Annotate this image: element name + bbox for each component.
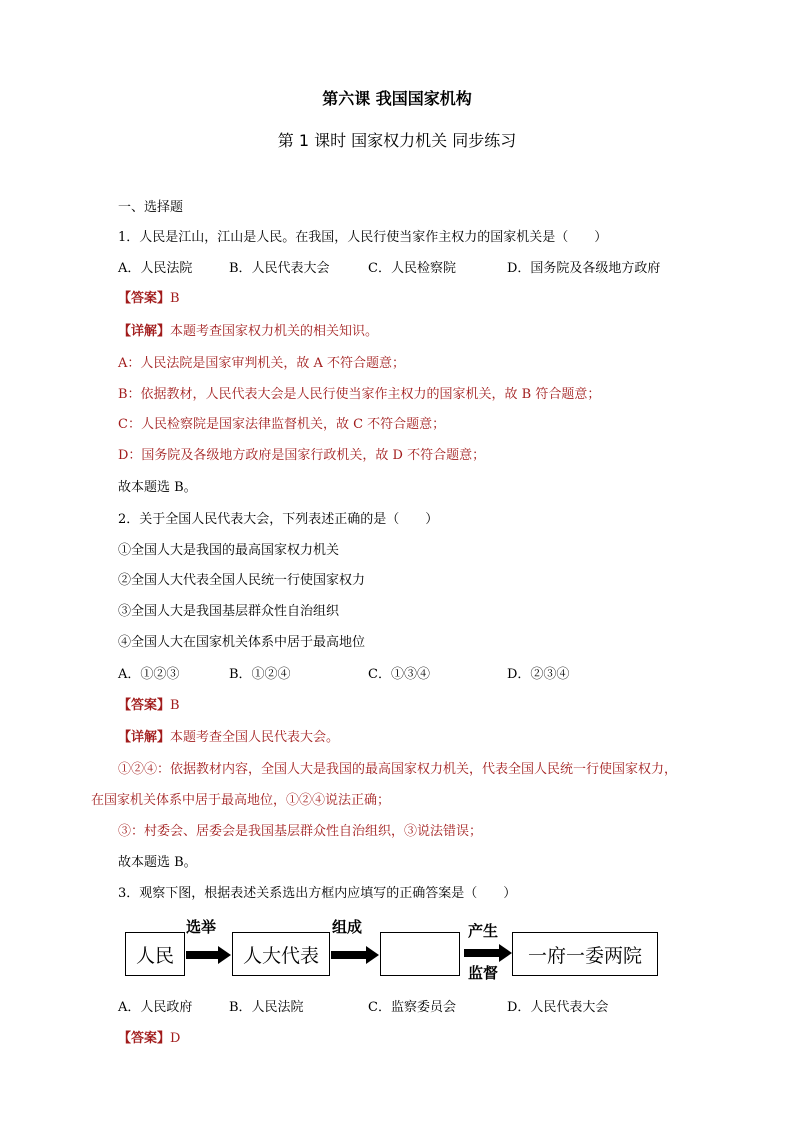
q1-analysis-d: D：国务院及各级地方政府是国家行政机关，故 D 不符合题意；: [118, 448, 486, 463]
q2-analysis-2: ③：村委会、居委会是我国基层群众性自治组织，③说法错误；: [118, 824, 483, 839]
answer-value: B: [170, 291, 180, 306]
q2-detail: [118, 729, 339, 747]
q3-stem: 3．观察下图，根据表述关系选出方框内应填写的正确答案是（ ）: [118, 886, 517, 901]
q3-answer: [118, 1030, 180, 1048]
answer-tag: 【答案】: [118, 291, 171, 306]
q2-analysis-1b: 在国家机关体系中居于最高地位，①②④说法正确；: [91, 793, 391, 808]
detail-text: 本题考查全国人民代表大会。: [170, 730, 340, 745]
q2-answer: [118, 697, 180, 715]
q2-statement-1: ①全国人大是我国的最高国家权力机关: [118, 543, 340, 558]
relationship-diagram: [122, 918, 662, 982]
q1-option-a: A．人民法院: [118, 261, 193, 276]
q3-option-c: C．监察委员会: [368, 1000, 456, 1015]
arrow-label-produce: 产生: [468, 922, 499, 940]
q2-statement-3: ③全国人大是我国基层群众性自治组织: [118, 604, 340, 619]
q2-conclusion: 故本题选 B。: [118, 855, 197, 870]
q2-option-c: C．①③④: [368, 667, 430, 682]
answer-value: D: [170, 1031, 181, 1046]
q1-analysis-b: B：依据教材，人民代表大会是人民行使当家作主权力的国家机关，故 B 符合题意；: [118, 387, 601, 402]
q1-detail: [118, 323, 378, 341]
answer-tag: 【答案】: [118, 1031, 171, 1046]
q1-stem: 1．人民是江山，江山是人民。在我国，人民行使当家作主权力的国家机关是（ ）: [118, 230, 608, 245]
q1-analysis-c: C：人民检察院是国家法律监督机关，故 C 不符合题意；: [118, 417, 446, 432]
q1-analysis-a: A：人民法院是国家审判机关，故 A 不符合题意；: [118, 356, 406, 371]
lesson-subtitle: 第 1 课时 国家权力机关 同步练习: [277, 131, 517, 150]
q1-answer: [118, 290, 180, 308]
box-blank: [380, 932, 460, 976]
arrow-right-icon: [331, 946, 379, 964]
arrow-right-icon: [464, 944, 512, 962]
arrow-label-supervise: 监督: [468, 964, 499, 982]
q1-option-c: C．人民检察院: [368, 261, 456, 276]
lesson-title: 第六课 我国国家机构: [322, 89, 472, 108]
arrow-right-icon: [186, 946, 231, 964]
q1-conclusion: 故本题选 B。: [118, 480, 197, 495]
q2-statement-2: ②全国人大代表全国人民统一行使国家权力: [118, 573, 366, 588]
detail-text: 本题考查国家权力机关的相关知识。: [170, 324, 379, 339]
q1-option-d: D．国务院及各级地方政府: [507, 261, 661, 276]
q3-option-a: A．人民政府: [118, 1000, 193, 1015]
section-heading: 一、选择题: [118, 200, 184, 215]
detail-tag: 【详解】: [118, 324, 171, 339]
q2-stem: 2．关于全国人民代表大会，下列表述正确的是（ ）: [118, 512, 439, 527]
q3-option-b: B．人民法院: [229, 1000, 304, 1015]
box-deputies: 人大代表: [232, 932, 330, 976]
arrow-label-elect: 选举: [186, 918, 217, 936]
answer-value: B: [170, 698, 180, 713]
answer-tag: 【答案】: [118, 698, 171, 713]
q1-option-b: B．人民代表大会: [229, 261, 330, 276]
q2-statement-4: ④全国人大在国家机关体系中居于最高地位: [118, 635, 366, 650]
q2-analysis-1a: ①②④：依据教材内容，全国人大是我国的最高国家权力机关，代表全国人民统一行使国家权力，: [118, 762, 678, 777]
arrow-label-compose: 组成: [332, 918, 363, 936]
q2-option-b: B．①②④: [229, 667, 291, 682]
box-people: 人民: [125, 932, 185, 976]
box-government-commission-courts: 一府一委两院: [512, 932, 658, 976]
q2-option-d: D．②③④: [507, 667, 570, 682]
q3-option-d: D．人民代表大会: [507, 1000, 609, 1015]
q2-option-a: A．①②③: [118, 667, 180, 682]
detail-tag: 【详解】: [118, 730, 171, 745]
